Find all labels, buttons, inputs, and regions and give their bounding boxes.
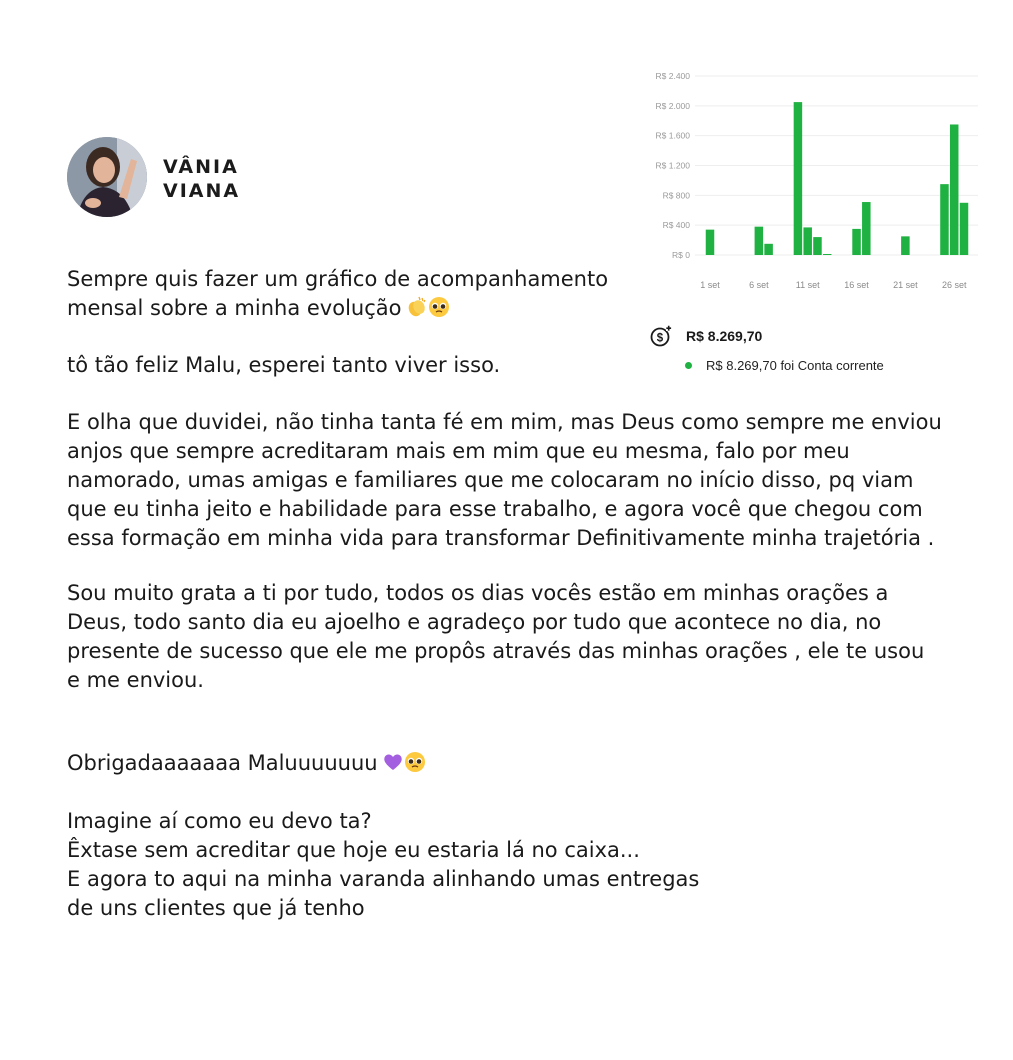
x-tick-label: 11 set [795, 280, 820, 290]
bar-chart [640, 62, 985, 302]
message-line [67, 749, 426, 778]
purple-heart-emoji [382, 751, 404, 781]
x-tick-label: 26 set [941, 280, 967, 290]
message-line [67, 294, 608, 323]
chart-bar [823, 254, 832, 255]
total-value: R$ 8.269,70 [686, 328, 763, 344]
x-tick-label: 1 set [700, 280, 720, 290]
x-tick-label: 21 set [893, 280, 918, 290]
y-tick-label: R$ 0 [672, 250, 690, 260]
message-line: de uns clientes que já tenho [67, 896, 365, 920]
message-line-text: Obrigadaaaaaaa Maluuuuuuu [67, 751, 378, 775]
detail-text: R$ 8.269,70 foi Conta corrente [706, 358, 884, 373]
profile-name-line2: VIANA [163, 180, 241, 202]
y-tick-label: R$ 800 [662, 190, 690, 201]
svg-text:$: $ [656, 332, 664, 345]
pleading-face-emoji [428, 296, 450, 326]
chart-bar [940, 184, 949, 255]
message-paragraph-5 [67, 749, 426, 778]
chart-bar [813, 237, 822, 255]
message-line: que eu tinha jeito e habilidade para esse trabalho, e agora você que chegou com [67, 497, 923, 521]
message-paragraph-2 [67, 351, 500, 380]
message-paragraph-3 [67, 408, 942, 553]
y-tick-label: R$ 1.200 [655, 160, 690, 171]
chart-bar [862, 202, 871, 255]
x-tick-label: 6 set [749, 280, 769, 290]
profile-name [163, 155, 240, 203]
y-tick-label: R$ 2.000 [655, 100, 690, 111]
detail-row [650, 358, 990, 373]
avatar [67, 137, 147, 217]
chart-bar [803, 227, 812, 255]
message-line: anjos que sempre acreditaram mais em mim que eu mesma, falo por meu [67, 439, 850, 463]
chart-bar [764, 244, 773, 255]
clapping-hands-emoji [406, 296, 428, 326]
message-line-text: mensal sobre a minha evolução [67, 296, 402, 320]
x-tick-label: 16 set [844, 280, 869, 290]
message-paragraph-6 [67, 807, 699, 923]
message-line: tô tão feliz Malu, esperei tanto viver isso. [67, 353, 501, 377]
chart-bar [755, 227, 764, 255]
message-line: Sou muito grata a ti por tudo, todos os dias vocês estão em minhas orações a [67, 581, 889, 605]
chart-bar [960, 203, 969, 255]
summary [650, 324, 990, 373]
avatar-photo [67, 137, 147, 217]
message-line: Imagine aí como eu devo ta? [67, 809, 372, 833]
message-paragraph-4 [67, 579, 924, 695]
message-paragraph-1 [67, 265, 608, 323]
message-line: presente de sucesso que ele me propôs através das minhas orações , ele te usou [67, 639, 925, 663]
message-line: Deus, todo santo dia eu ajoelho e agradeço por tudo que acontece no dia, no [67, 610, 882, 634]
chart-bar [706, 230, 715, 255]
chart-bar [852, 229, 861, 255]
pleading-face-emoji [404, 751, 426, 781]
y-tick-label: R$ 1.600 [655, 130, 690, 141]
y-tick-label: R$ 400 [662, 220, 690, 231]
message-line: Sempre quis fazer um gráfico de acompanhamento [67, 267, 609, 291]
profile-name-line1: VÂNIA [163, 156, 239, 178]
chart-bar [794, 102, 803, 255]
chart-bar [950, 124, 959, 255]
total-row [650, 324, 990, 348]
message-line: E olha que duvidei, não tinha tanta fé em mim, mas Deus como sempre me enviou [67, 410, 942, 434]
legend-dot [685, 362, 692, 369]
message-line: namorado, umas amigas e familiares que me colocaram no início disso, pq viam [67, 468, 914, 492]
message-line: e me enviou. [67, 668, 204, 692]
message-line: Êxtase sem acreditar que hoje eu estaria lá no caixa... [67, 838, 640, 862]
y-tick-label: R$ 2.400 [655, 71, 690, 81]
dollar-plus-icon [650, 325, 672, 347]
chart-bar [901, 236, 910, 255]
message-line: essa formação em minha vida para transformar Definitivamente minha trajetória . [67, 526, 935, 550]
message-line: E agora to aqui na minha varanda alinhando umas entregas [67, 867, 700, 891]
